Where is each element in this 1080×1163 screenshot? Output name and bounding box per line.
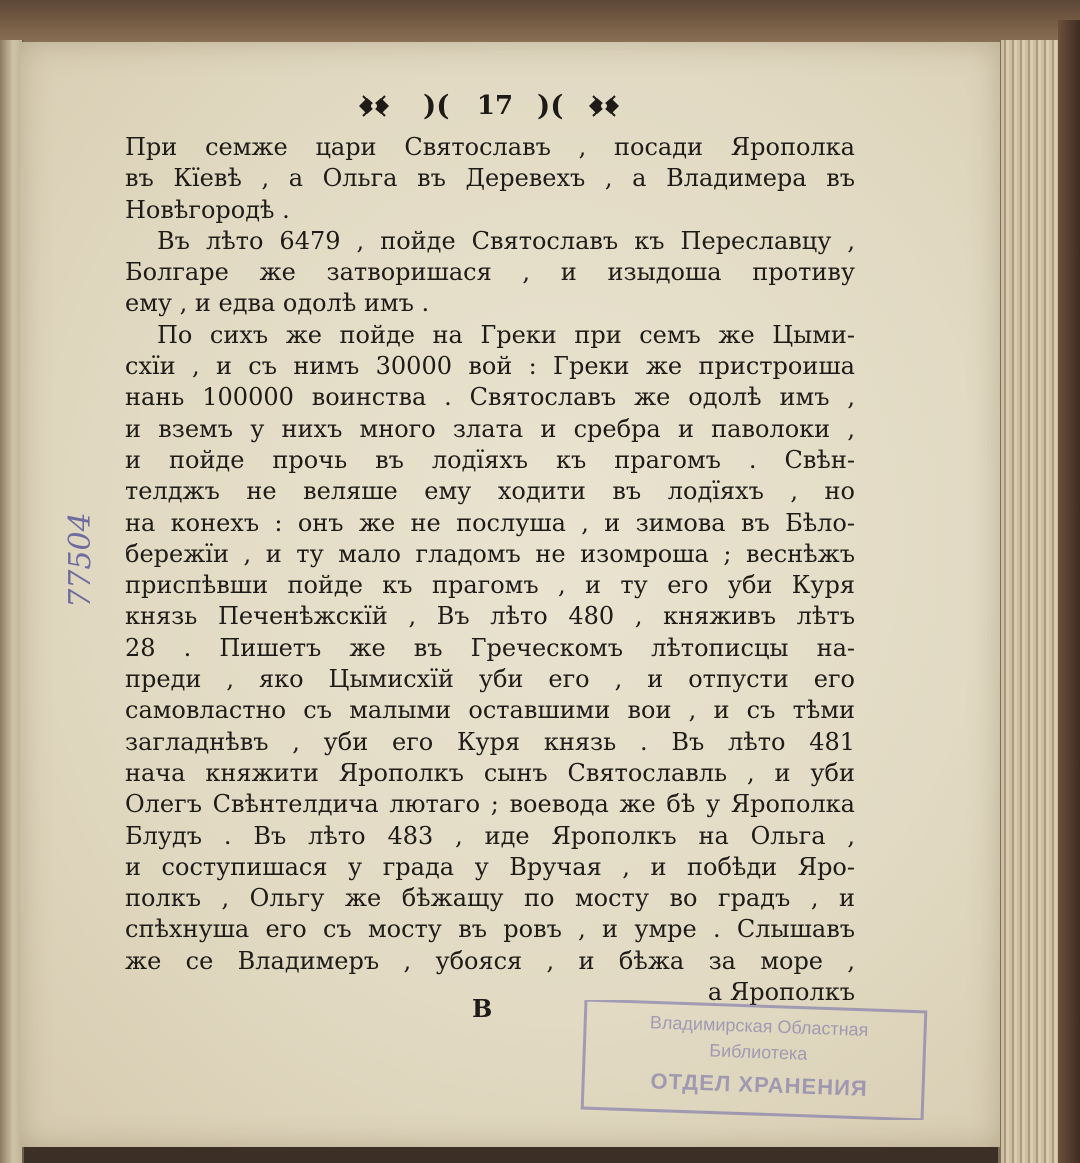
text-line: и соступишася у града у Вручая , и побѣди Яро- [125,852,855,881]
text-line: По сихъ же пойде на Греки при семъ же Цыми- [157,320,855,349]
text-line: въ Кїевѣ , а Ольга въ Деревехъ , а Владимера въ [125,164,855,193]
page-number: 17 [476,91,514,121]
ornament-left-icon [357,92,391,120]
stamp-line-2: Библиотека [709,1040,808,1064]
ornament-right-icon [587,92,621,120]
text-line: а Ярополкъ [707,978,855,1007]
text-line: нань 100000 воинства . Святославъ же одолѣ имъ , [125,383,855,412]
text-line: Въ лѣто 6479 , пойде Святославъ къ Переславцу , [157,226,855,255]
text-line: схїи , и съ нимъ 30000 вой : Греки же пристроиша [125,352,855,381]
text-line: телджъ не веляше ему ходити въ лодїяхъ , но [125,477,855,506]
book-cover-edge [1058,20,1080,1163]
text-line: и пойде прочь въ лодїяхъ къ прагомъ . Свѣн- [125,445,855,474]
text-line: Блудъ . Въ лѣто 483 , иде Ярополкъ на Ольга , [125,821,855,850]
text-line: приспѣвши пойде къ прагомъ , и ту его уби Куря [125,571,855,600]
text-line: Новѣгородѣ . [125,195,290,224]
text-line: князь Печенѣжскїй , Въ лѣто 480 , княживъ лѣтъ [125,602,855,631]
inventory-number: 77504 [63,512,98,608]
text-line: загладнѣвъ , уби его Куря князь . Въ лѣто 481 [125,727,855,756]
header-bracket-left: )( [423,89,450,122]
text-line: самовластно съ малыми оставшими вои , и съ тѣми [125,696,855,725]
stamp-line-3: ОТДЕЛ ХРАНЕНИЯ [650,1068,869,1101]
stamp-line-1: Владимирская Областная [649,1012,869,1040]
library-stamp [580,1000,930,1120]
signature-mark: В [472,994,493,1023]
text-line: нача княжити Ярополкъ сынъ Святославль , и уби [125,758,855,787]
text-line: Олегъ Свѣнтелдича лютаго ; воевода же бѣ у Ярополка [125,790,855,819]
text-line: спѣхнуша его съ мосту въ ровъ , и умре . Слышавъ [125,915,855,944]
text-line: полкъ , Ольгу же бѣжащу по мосту во градъ , и [125,884,855,913]
header-bracket-right: )( [537,89,564,122]
text-line: ему , и едва одолѣ имъ . [125,289,430,318]
inventory-number-handwritten [50,505,130,615]
text-line: При семже цари Святославъ , посади Ярополка [125,133,855,161]
body-text [125,132,855,1008]
text-line: и вземъ у нихъ много злата и сребра и паволоки , [125,414,855,443]
text-line: Болгаре же затворишася , и изыдоша противу [125,258,855,287]
text-line: же се Владимеръ , убояся , и бѣжа за море , [125,946,855,975]
text-line: бережїи , и ту мало гладомъ не изомроша ; веснѣжъ [125,539,855,568]
text-line: на конехъ : онъ же не послуша , и зимова въ Бѣло- [125,508,855,537]
page-header [355,90,635,126]
text-line: преди , яко Цымисхїй уби его , и отпусти его [125,665,855,694]
book-top-edge [0,0,1080,46]
text-line: 28 . Пишетъ же въ Греческомъ лѣтописцы на- [125,633,855,662]
